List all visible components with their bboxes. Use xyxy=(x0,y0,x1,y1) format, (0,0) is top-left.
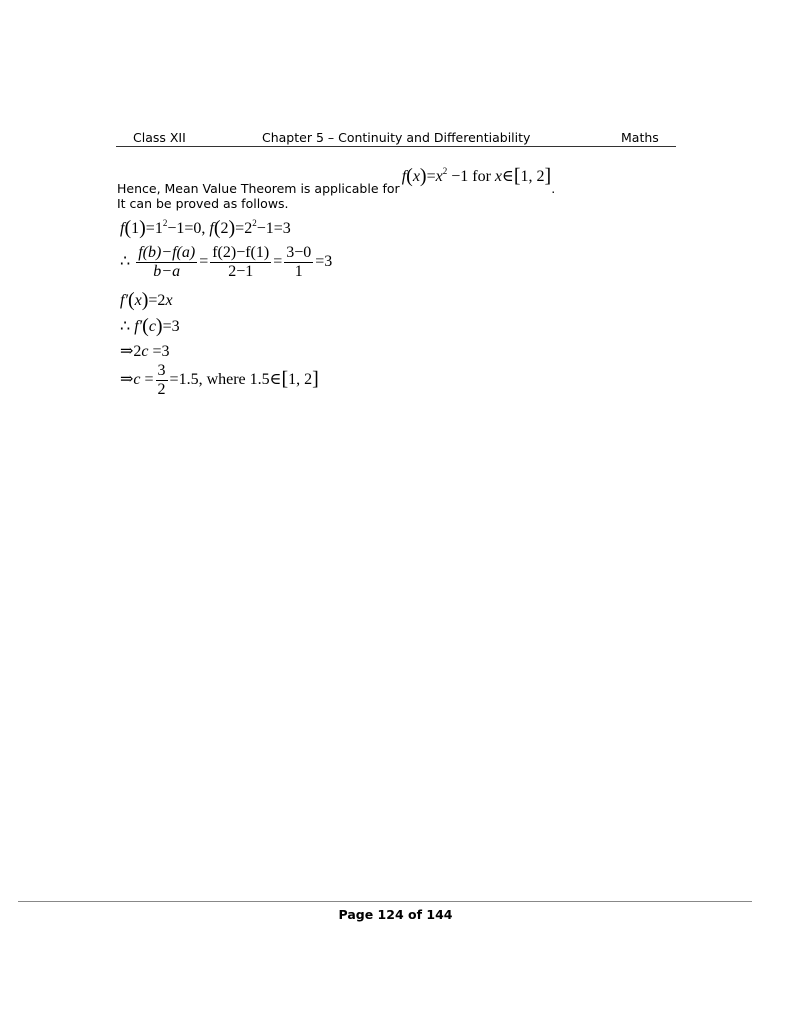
intro-text: Hence, Mean Value Theorem is applicable for xyxy=(117,181,400,196)
header-subject: Maths xyxy=(621,130,659,145)
header-class: Class XII xyxy=(133,130,186,145)
equation-line-2: ∴ $\frac{f(b)-f(a)}{b-a}$ = $\frac{f(2)-f(1)}{2-1}$ = $\frac{3-0}{1}$ =3 xyxy=(120,244,333,280)
equation-line-1: $f(1)=1^2-1=0$, $f(2)=2^2-1=3$ xyxy=(120,217,291,239)
fraction-mvt: $\frac{f(b)-f(a)}{b-a}$ xyxy=(138,244,196,280)
header-chapter: Chapter 5 – Continuity and Differentiability xyxy=(262,130,531,145)
footer-divider xyxy=(18,901,752,902)
proof-intro: It can be proved as follows. xyxy=(117,196,289,211)
page-number: Page 124 of 144 xyxy=(338,907,453,922)
header-divider xyxy=(116,146,676,147)
intro-paragraph: $_{Hence, Mean Value Theorem is applicable for}f(x)=x^2 -1$ for x∈[1, $2]_.$ xyxy=(117,165,556,196)
fraction-c: $\frac{3}{2}$ xyxy=(157,362,166,398)
equation-line-5: ⇒2c =3 xyxy=(120,343,170,360)
intro-math: $f(x)=x^2 -1$ for x∈[1, 2] xyxy=(401,165,552,187)
equation-line-6: ⇒c = $\frac{3}{2}$ =1.5, where 1.5∈[1, 2] xyxy=(120,362,319,398)
fraction-result: $\frac{3-0}{1}$ xyxy=(286,244,312,280)
equation-line-4: ∴ f′(c)=3 xyxy=(120,315,180,337)
equation-line-3: f′(x)=2x xyxy=(120,289,173,311)
fraction-values: $\frac{f(2)-f(1)}{2-1}$ xyxy=(212,244,270,280)
